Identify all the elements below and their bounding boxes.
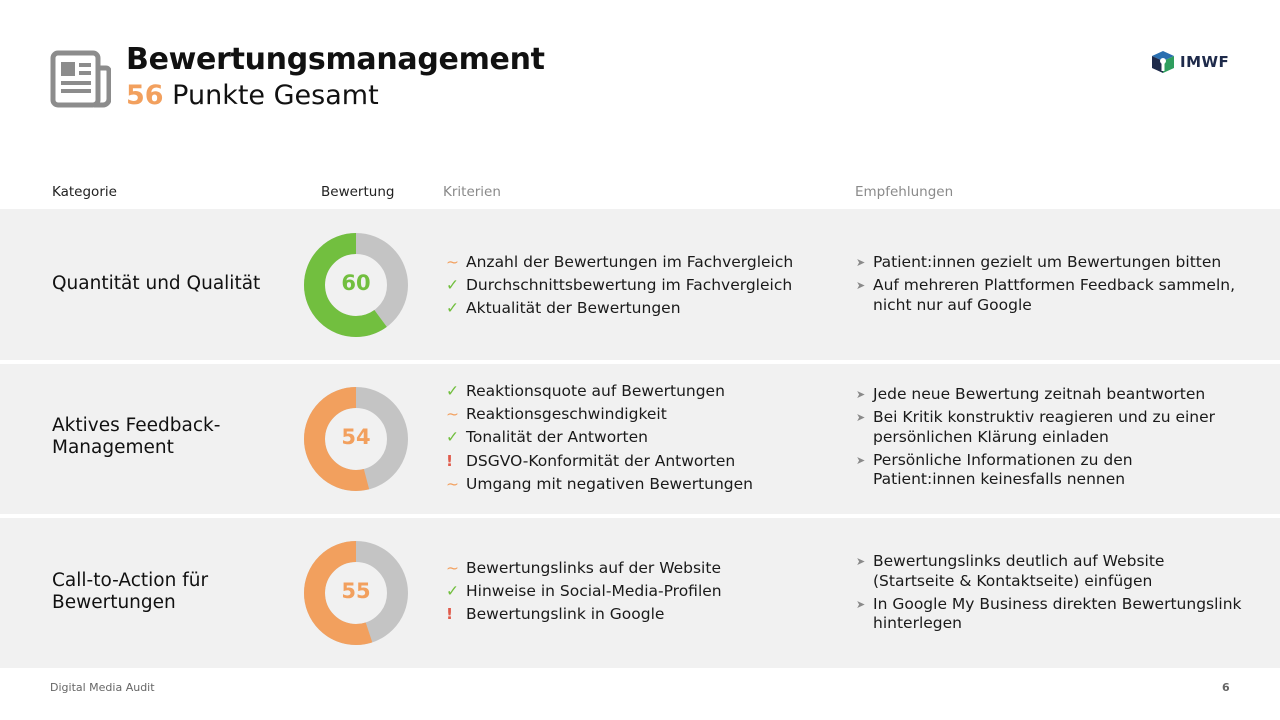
arrow-bullet-icon: ➤ bbox=[856, 411, 866, 424]
criteria-item bbox=[446, 580, 722, 603]
category-row bbox=[0, 518, 1280, 668]
criteria-text: Bewertungslinks auf der Website bbox=[466, 559, 721, 577]
recommendation-item bbox=[856, 595, 1246, 634]
cube-logo-icon bbox=[1150, 50, 1176, 74]
criteria-item bbox=[446, 426, 753, 449]
criteria-item bbox=[446, 403, 753, 426]
criteria-item bbox=[446, 297, 793, 320]
tilde-icon: ~ bbox=[446, 474, 459, 493]
total-score-label: Punkte Gesamt bbox=[172, 80, 379, 111]
criteria-list bbox=[446, 251, 793, 321]
company-logo bbox=[1150, 50, 1229, 74]
recommendation-text: persönlichen Klärung einladen bbox=[873, 427, 1109, 446]
warning-icon: ! bbox=[446, 451, 454, 470]
criteria-text: Tonalität der Antworten bbox=[466, 428, 648, 447]
category-label-line: Quantität und Qualität bbox=[52, 273, 261, 294]
column-header-recommendations: Empfehlungen bbox=[855, 184, 954, 200]
recommendation-text: (Startseite & Kontaktseite) einfügen bbox=[873, 571, 1153, 590]
recommendation-item bbox=[856, 408, 1246, 447]
recommendation-item bbox=[856, 253, 1246, 273]
criteria-text: Hinweise in Social-Media-Profilen bbox=[466, 582, 722, 601]
column-header-category: Kategorie bbox=[52, 184, 117, 200]
recommendation-item bbox=[856, 276, 1246, 315]
criteria-item bbox=[446, 557, 722, 580]
recommendation-text: Bei Kritik konstruktiv reagieren und zu einer bbox=[873, 408, 1216, 426]
total-score: 56 bbox=[126, 80, 164, 111]
newspaper-icon bbox=[50, 50, 111, 108]
check-icon: ✓ bbox=[446, 276, 459, 295]
score-value: 55 bbox=[341, 579, 371, 603]
criteria-item bbox=[446, 603, 722, 626]
recommendation-text: Patient:innen keinesfalls nennen bbox=[873, 470, 1126, 488]
category-label-line: Bewertungen bbox=[52, 592, 176, 613]
criteria-item bbox=[446, 450, 753, 473]
recommendation-text: In Google My Business direkten Bewertungslink bbox=[873, 594, 1242, 613]
recommendation-text: Patient:innen gezielt um Bewertungen bitten bbox=[873, 253, 1222, 271]
criteria-text: Aktualität der Bewertungen bbox=[466, 299, 681, 318]
criteria-item bbox=[446, 274, 793, 297]
criteria-list bbox=[446, 557, 722, 627]
recommendations-list bbox=[856, 552, 1246, 637]
arrow-bullet-icon: ➤ bbox=[856, 256, 866, 269]
category-row bbox=[0, 209, 1280, 360]
criteria-text: Reaktionsquote auf Bewertungen bbox=[466, 382, 725, 400]
category-label-line: Management bbox=[52, 437, 174, 458]
recommendation-item bbox=[856, 451, 1246, 490]
check-icon: ✓ bbox=[446, 582, 459, 601]
arrow-bullet-icon: ➤ bbox=[856, 388, 866, 401]
tilde-icon: ~ bbox=[446, 559, 459, 577]
category-label bbox=[52, 273, 260, 295]
criteria-text: Durchschnittsbewertung im Fachvergleich bbox=[466, 276, 793, 295]
recommendation-item bbox=[856, 552, 1246, 591]
page-number: 6 bbox=[1222, 681, 1230, 694]
footer-label: Digital Media Audit bbox=[50, 681, 155, 694]
category-label-line: Call-to-Action für bbox=[52, 570, 209, 591]
arrow-bullet-icon: ➤ bbox=[856, 453, 866, 467]
criteria-text: Umgang mit negativen Bewertungen bbox=[466, 474, 753, 493]
criteria-text: Bewertungslink in Google bbox=[466, 605, 665, 624]
arrow-bullet-icon: ➤ bbox=[856, 597, 866, 611]
category-label bbox=[52, 570, 208, 614]
warning-icon: ! bbox=[446, 605, 454, 624]
recommendation-text: Bewertungslinks deutlich auf Website bbox=[873, 552, 1165, 570]
page-subtitle bbox=[126, 80, 379, 111]
category-label-line: Aktives Feedback- bbox=[52, 415, 221, 436]
recommendation-text: Jede neue Bewertung zeitnah beantworten bbox=[873, 385, 1206, 403]
recommendations-list bbox=[856, 253, 1246, 319]
criteria-list bbox=[446, 380, 753, 496]
criteria-item bbox=[446, 380, 753, 403]
criteria-item bbox=[446, 473, 753, 496]
tilde-icon: ~ bbox=[446, 405, 459, 424]
criteria-item bbox=[446, 251, 793, 274]
recommendation-text: Auf mehreren Plattformen Feedback sammeln, bbox=[873, 276, 1235, 294]
recommendations-list bbox=[856, 385, 1246, 493]
tilde-icon: ~ bbox=[446, 253, 459, 271]
criteria-text: DSGVO-Konformität der Antworten bbox=[466, 451, 736, 470]
recommendation-text: nicht nur auf Google bbox=[873, 295, 1032, 314]
column-header-rating: Bewertung bbox=[321, 184, 395, 200]
page-title: Bewertungsmanagement bbox=[126, 42, 545, 77]
score-value: 60 bbox=[341, 271, 371, 295]
check-icon: ✓ bbox=[446, 382, 459, 400]
category-label bbox=[52, 415, 220, 459]
recommendation-item bbox=[856, 385, 1246, 405]
column-header-criteria: Kriterien bbox=[443, 184, 501, 200]
logo-text: IMWF bbox=[1180, 53, 1230, 71]
check-icon: ✓ bbox=[446, 299, 459, 318]
category-row bbox=[0, 364, 1280, 514]
criteria-text: Reaktionsgeschwindigkeit bbox=[466, 405, 667, 424]
arrow-bullet-icon: ➤ bbox=[856, 279, 866, 292]
check-icon: ✓ bbox=[446, 428, 459, 447]
recommendation-text: hinterlegen bbox=[873, 614, 962, 632]
arrow-bullet-icon: ➤ bbox=[856, 555, 866, 568]
recommendation-text: Persönliche Informationen zu den bbox=[873, 450, 1133, 469]
score-value: 54 bbox=[341, 425, 371, 449]
criteria-text: Anzahl der Bewertungen im Fachvergleich bbox=[466, 253, 794, 271]
